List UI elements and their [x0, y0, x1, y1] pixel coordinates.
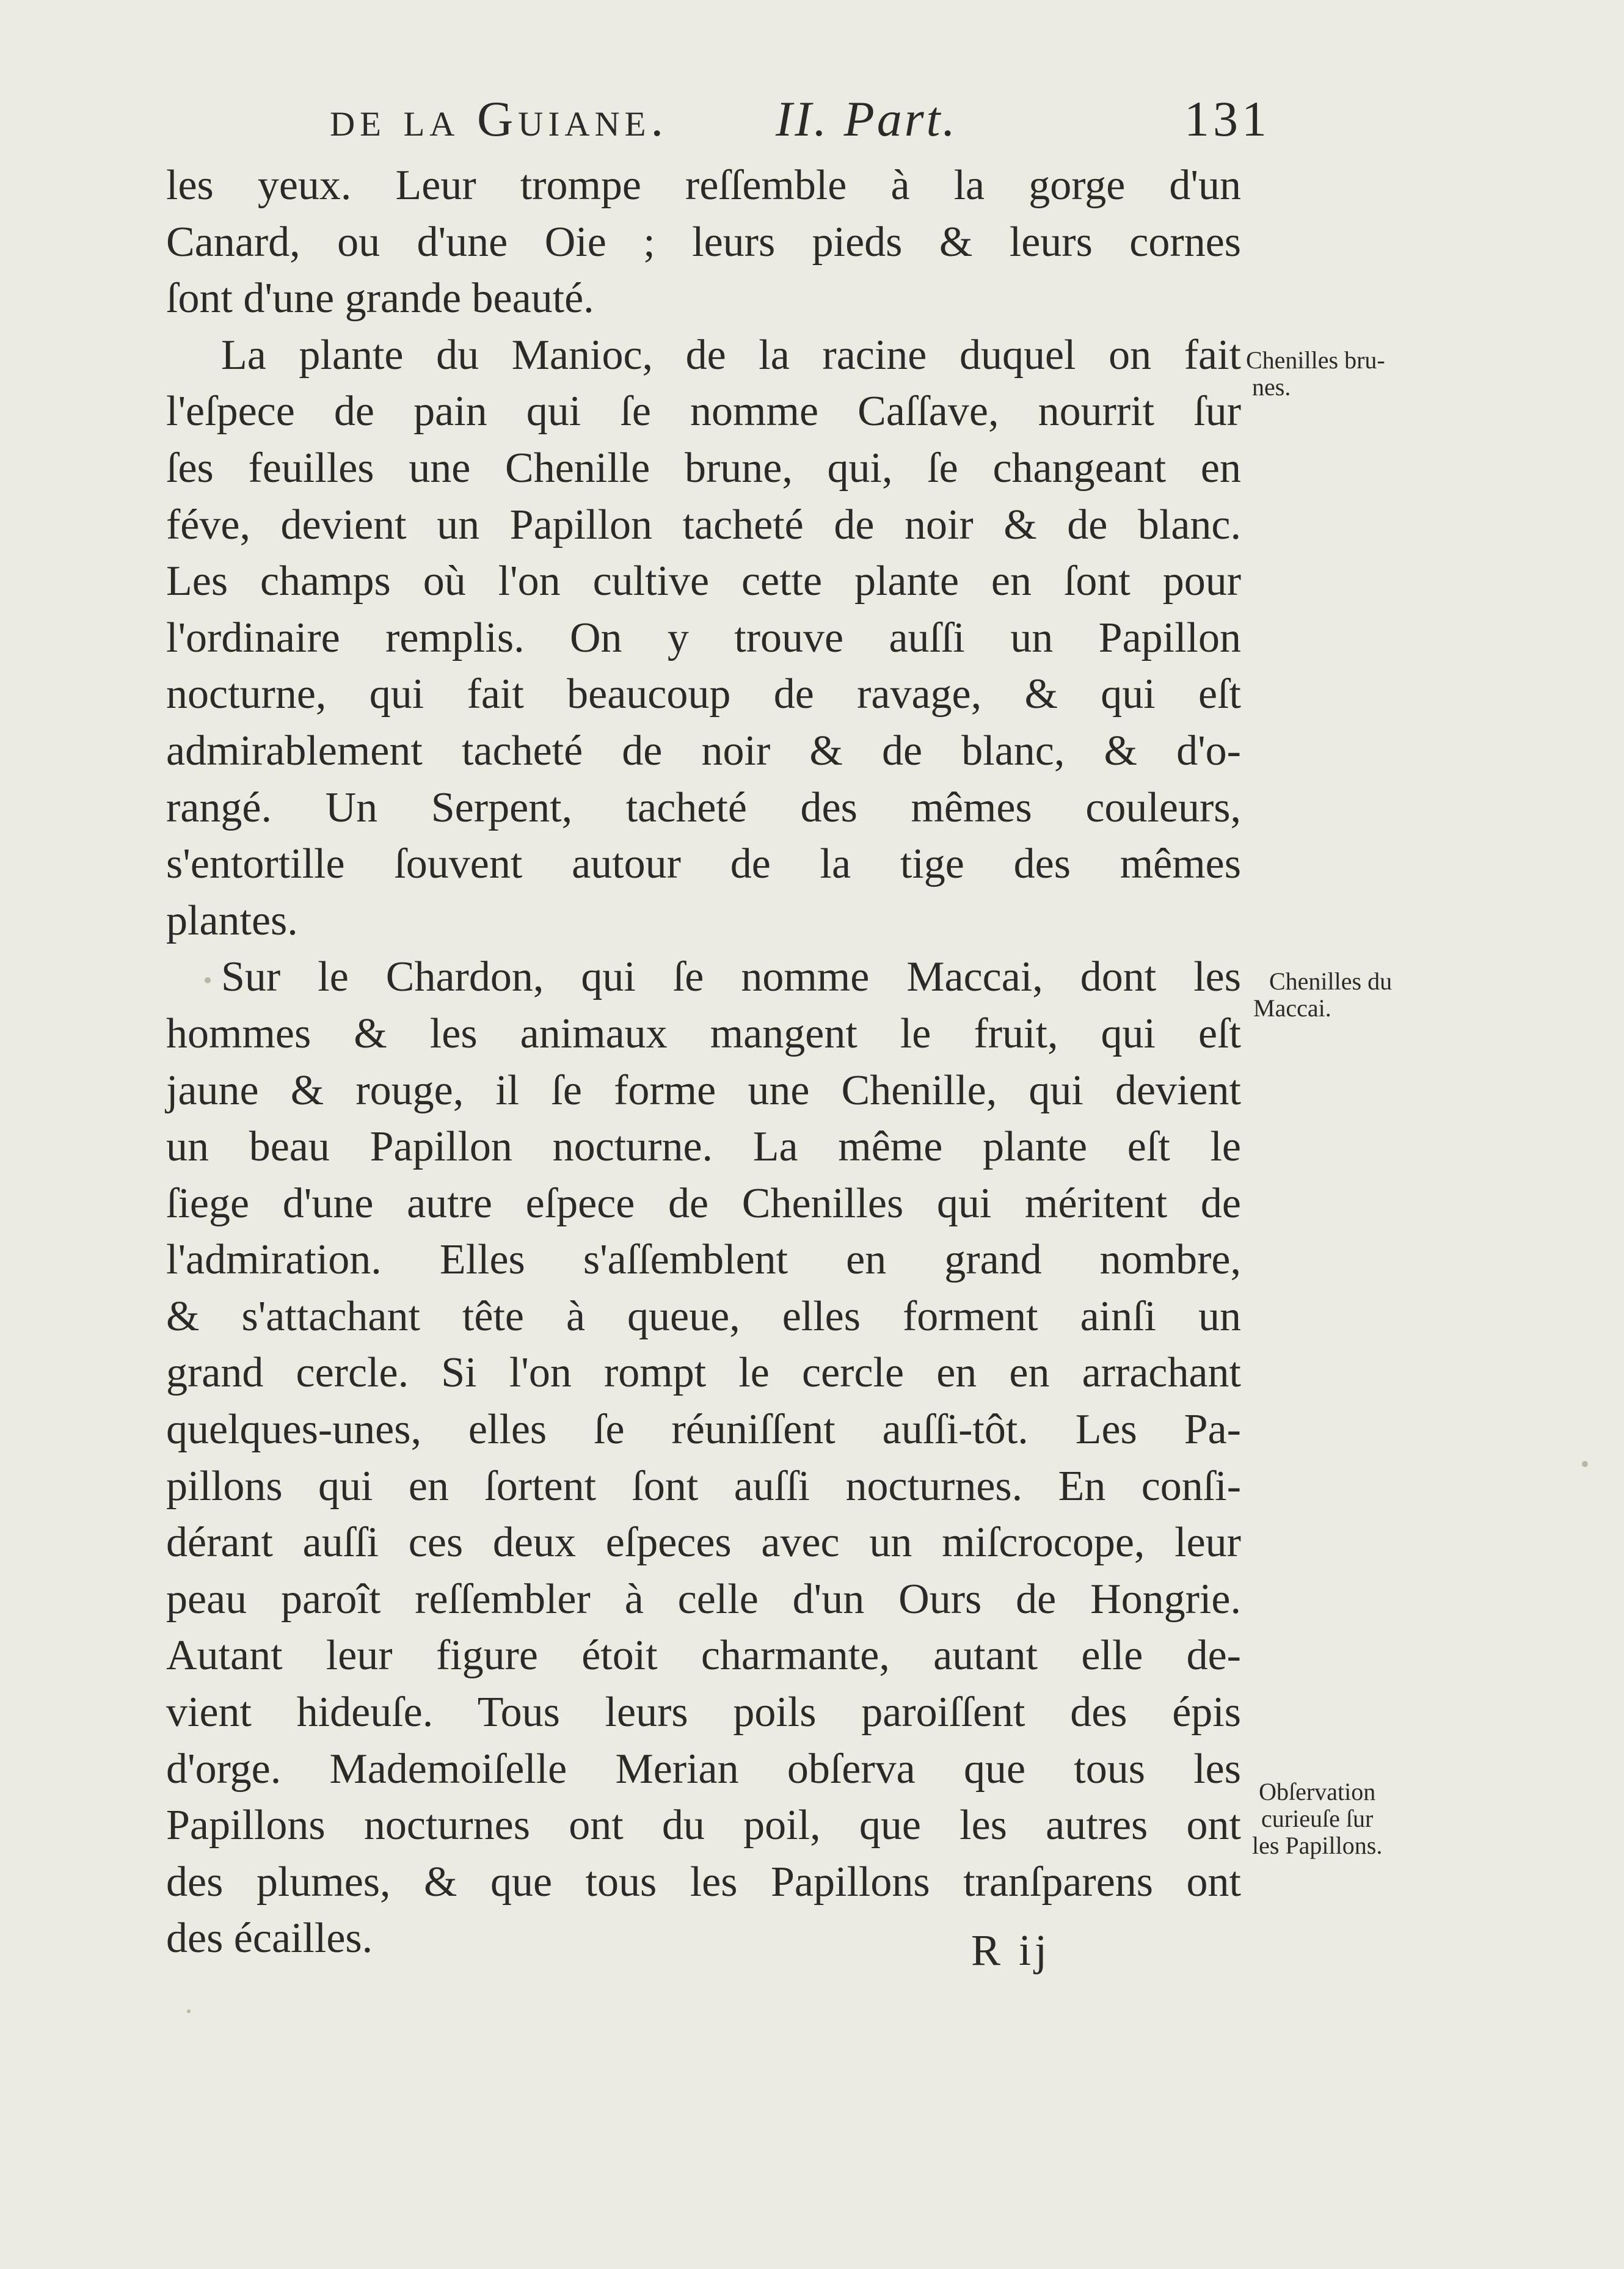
text-line: quelques-unes, elles ſe réuniſſent auſſi-tôt. Les Pa- — [166, 1406, 1241, 1454]
ink-speck — [187, 2009, 191, 2013]
text-line: grand cercle. Si l'on rompt le cercle en en arrachant — [166, 1349, 1241, 1397]
margin-note — [1252, 1779, 1382, 1859]
text-line: vient hideuſe. Tous leurs poils paroiſſent des épis — [166, 1689, 1241, 1736]
text-line: ſont d'une grande beauté. — [166, 275, 594, 322]
text-line: les yeux. Leur trompe reſſemble à la gorge d'un — [166, 162, 1241, 209]
text-line: féve, devient un Papillon tacheté de noir & de blanc. — [166, 501, 1241, 548]
text-line: La plante du Manioc, de la racine duquel on fait — [221, 331, 1241, 379]
text-line: Autant leur figure étoit charmante, autant elle de- — [166, 1632, 1241, 1680]
margin-note-line: nes. — [1252, 373, 1291, 401]
margin-note-line: Obſervation — [1259, 1778, 1376, 1805]
margin-note — [1253, 968, 1392, 1022]
text-line: Canard, ou d'une Oie ; leurs pieds & leurs cornes — [166, 218, 1241, 266]
text-line: Sur le Chardon, qui ſe nomme Maccai, dont les — [221, 953, 1241, 1001]
text-line: l'eſpece de pain qui ſe nomme Caſſave, nourrit ſur — [166, 388, 1241, 435]
running-header — [330, 86, 1270, 153]
text-line: un beau Papillon nocturne. La même plante eſt le — [166, 1123, 1241, 1171]
text-line: admirablement tacheté de noir & de blanc, & d'o- — [166, 727, 1241, 774]
text-line: peau paroît reſſembler à celle d'un Ours de Hongrie. — [166, 1575, 1241, 1623]
text-line: & s'attachant tête à queue, elles forment ainſi un — [166, 1292, 1241, 1340]
text-line: hommes & les animaux mangent le fruit, qui eſt — [166, 1010, 1241, 1057]
text-line: jaune & rouge, il ſe forme une Chenille, qui devient — [166, 1066, 1241, 1114]
text-line: des plumes, & que tous les Papillons tranſparens ont — [166, 1858, 1241, 1906]
body-text — [166, 158, 1241, 1967]
text-line: pillons qui en ſortent ſont auſſi nocturnes. En conſi- — [166, 1462, 1241, 1510]
margin-note-line: Chenilles bru- — [1246, 346, 1385, 374]
text-line: Les champs où l'on cultive cette plante en ſont pour — [166, 558, 1241, 605]
text-line: dérant auſſi ces deux eſpeces avec un miſcrocope, leur — [166, 1519, 1241, 1567]
running-title: de la Guiane. — [330, 91, 668, 147]
text-line: l'admiration. Elles s'aſſemblent en grand nombre, — [166, 1236, 1241, 1284]
text-line: plantes. — [166, 897, 298, 944]
text-line: l'ordinaire remplis. On y trouve auſſi un Papillon — [166, 614, 1241, 661]
margin-note-line: Maccai. — [1253, 994, 1331, 1022]
page-number: 131 — [1184, 91, 1270, 147]
text-line: Papillons nocturnes ont du poil, que les autres ont — [166, 1802, 1241, 1849]
part-label: II. Part. — [776, 91, 958, 147]
text-line: ſes feuilles une Chenille brune, qui, ſe changeant en — [166, 444, 1241, 492]
signature-mark: R ij — [971, 1926, 1051, 1975]
ink-speck — [205, 977, 211, 983]
text-line: des écailles. — [166, 1915, 373, 1962]
text-line: nocturne, qui fait beaucoup de ravage, & qui eſt — [166, 671, 1241, 718]
ink-speck — [1582, 1461, 1588, 1467]
text-line: rangé. Un Serpent, tacheté des mêmes couleurs, — [166, 784, 1241, 831]
margin-note-line: Chenilles du — [1269, 967, 1393, 995]
margin-note-line: les Papillons. — [1252, 1832, 1383, 1859]
margin-note-line: curieuſe ſur — [1261, 1805, 1374, 1832]
text-line: s'entortille ſouvent autour de la tige des mêmes — [166, 840, 1241, 888]
text-line: d'orge. Mademoiſelle Merian obſerva que tous les — [166, 1745, 1241, 1793]
margin-note — [1246, 347, 1385, 401]
text-line: ſiege d'une autre eſpece de Chenilles qui méritent de — [166, 1179, 1241, 1227]
